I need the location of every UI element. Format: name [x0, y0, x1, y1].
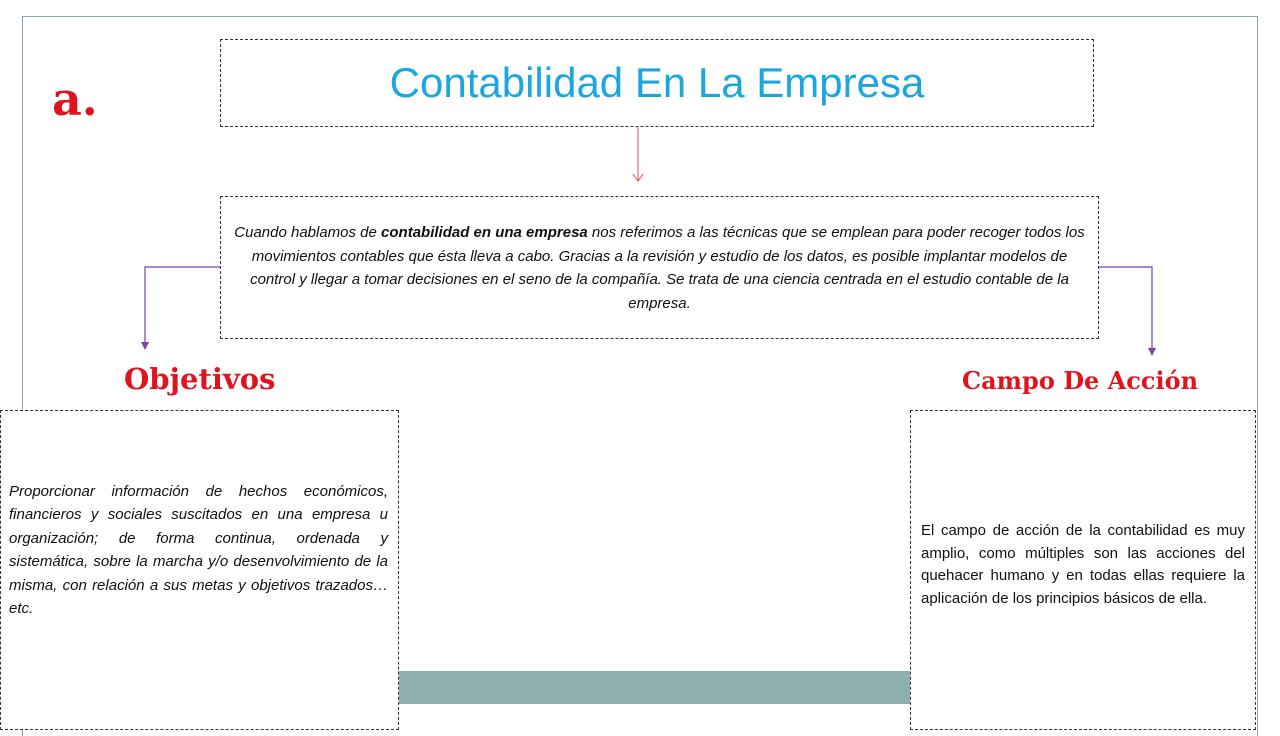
section-label: a.: [52, 72, 98, 126]
arrow-to-campo: [1099, 267, 1156, 356]
page-title: Contabilidad En La Empresa: [389, 59, 925, 106]
description-box: [220, 196, 1099, 339]
objetivos-box: [0, 410, 399, 730]
arrow-to-objetivos: [141, 267, 220, 350]
description-text-bold: contabilidad en una empresa: [381, 224, 588, 241]
objetivos-text: Proporcionar información de hechos económicos, financieros y sociales suscitados en una empresa u organización; de forma continua, ordenada y sistemática, sobre la marcha y/o desenvolvimiento de la misma, con relación a sus metas y objetivos trazados… etc.: [9, 482, 388, 617]
title-box: [220, 39, 1094, 127]
description-text-before: Cuando hablamos de: [234, 224, 382, 241]
campo-box: [910, 410, 1256, 730]
campo-heading: Campo De Acción: [962, 366, 1199, 395]
objetivos-heading: Objetivos: [124, 362, 276, 396]
description-text-after: nos referimos a las técnicas que se emplean para poder recoger todos los movimientos contables que ésta lleva a cabo. Gracias a la revisión y estudio de los datos, es posible implantar modelos de control y llegar a tomar decisiones en el seno de la compañía. Se trata de una ciencia centrada en el estudio contable de la empresa.: [250, 224, 1085, 312]
arrow-title-to-description: [633, 127, 643, 181]
campo-text: El campo de acción de la contabilidad es muy amplio, como múltiples son las acciones del quehacer humano y en todas ellas requiere la aplicación de los principios básicos de ella.: [921, 522, 1245, 607]
